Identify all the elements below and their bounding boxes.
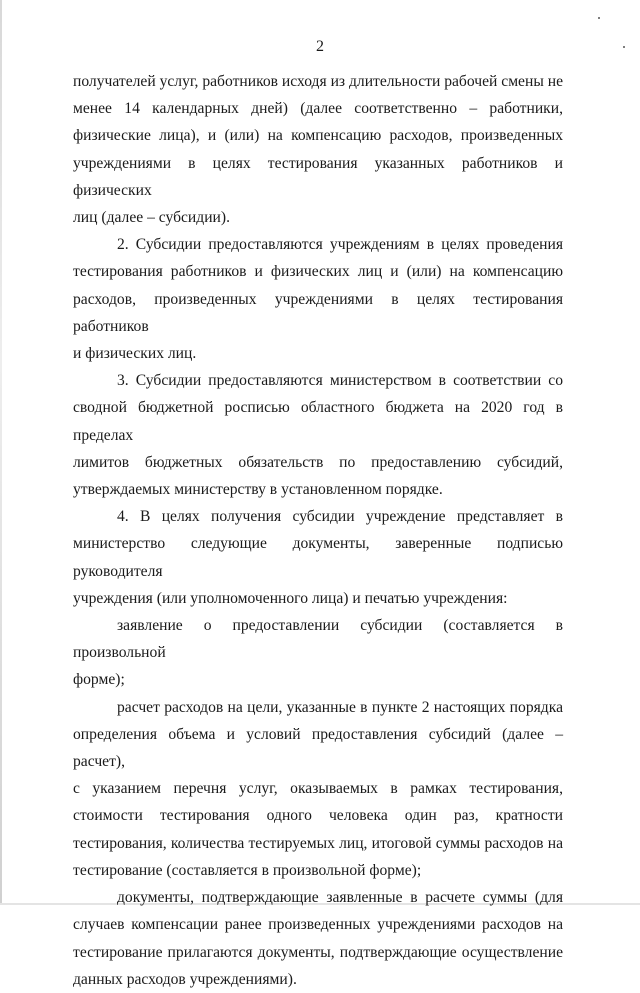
paragraph-line: получателей услуг, работников исходя из длительности рабочей смены не bbox=[73, 73, 563, 90]
paragraph-line: с указанием перечня услуг, оказываемых в рамках тестирования, bbox=[73, 780, 563, 798]
paragraph bbox=[73, 68, 563, 231]
paragraph-line: 4. В целях получения субсидии учреждение представляет в bbox=[117, 508, 563, 526]
paragraph-line: и физических лиц. bbox=[73, 345, 197, 363]
paragraph-line: 3. Субсидии предоставляются министерством в соответствии со bbox=[117, 372, 563, 390]
paragraph bbox=[73, 367, 563, 503]
paragraph-line: менее 14 календарных дней) (далее соответственно – работники, bbox=[73, 100, 563, 118]
paragraph-line: 2. Субсидии предоставляются учреждениям в целях проведения bbox=[117, 236, 563, 254]
paragraph-line: утверждаемых министерству в установленном порядке. bbox=[73, 481, 443, 499]
paragraph-line: заявление о предоставлении субсидии (составляется в произвольной bbox=[73, 617, 563, 662]
paragraph-line: физические лица), и (или) на компенсацию расходов, произведенных bbox=[73, 127, 563, 145]
scan-left-edge bbox=[0, 0, 2, 905]
paragraph-line: определения объема и условий предоставления субсидий (далее – расчет), bbox=[73, 725, 563, 771]
paragraph-line: лимитов бюджетных обязательств по предоставлению субсидий, bbox=[73, 453, 563, 471]
page-number: 2 bbox=[316, 38, 324, 55]
paragraph-line: сводной бюджетной росписью областного бюджета на 2020 год в пределах bbox=[73, 399, 563, 444]
paragraph-line: лиц (далее – субсидии). bbox=[73, 209, 230, 227]
paragraph-line: форме); bbox=[73, 671, 125, 689]
document-body bbox=[73, 68, 563, 993]
paragraph-line: документы, подтверждающие заявленные в расчете суммы (для bbox=[117, 889, 563, 907]
paragraph-line: тестирование (составляется в произвольной форме); bbox=[73, 861, 422, 879]
paragraph-line: случаев компенсации ранее произведенных учреждениями расходов на bbox=[73, 916, 563, 934]
paragraph-line: учреждения (или уполномоченного лица) и печатью учреждения: bbox=[73, 589, 508, 607]
paragraph-line: учреждениями в целях тестирования указанных работников и физических bbox=[73, 154, 563, 199]
paragraph-line: тестирование прилагаются документы, подтверждающие осуществление bbox=[73, 943, 563, 961]
paragraph-line: министерство следующие документы, заверенные подписью руководителя bbox=[73, 535, 563, 580]
paragraph-line: тестирования работников и физических лиц и (или) на компенсацию bbox=[73, 263, 563, 281]
paragraph-line: данных расходов учреждениями). bbox=[73, 970, 297, 988]
paragraph-line: тестирования, количества тестируемых лиц, итоговой суммы расходов на bbox=[73, 834, 563, 852]
paragraph bbox=[73, 231, 563, 367]
scan-speck bbox=[598, 17, 600, 19]
paragraph bbox=[73, 612, 563, 694]
paragraph bbox=[73, 503, 563, 612]
paragraph-line: стоимости тестирования одного человека один раз, кратности bbox=[73, 807, 563, 825]
paragraph-line: расчет расходов на цели, указанные в пункте 2 настоящих порядка bbox=[117, 698, 563, 716]
paragraph bbox=[73, 884, 563, 993]
paragraph-line: расходов, произведенных учреждениями в целях тестирования работников bbox=[73, 290, 563, 335]
paragraph bbox=[73, 694, 563, 884]
